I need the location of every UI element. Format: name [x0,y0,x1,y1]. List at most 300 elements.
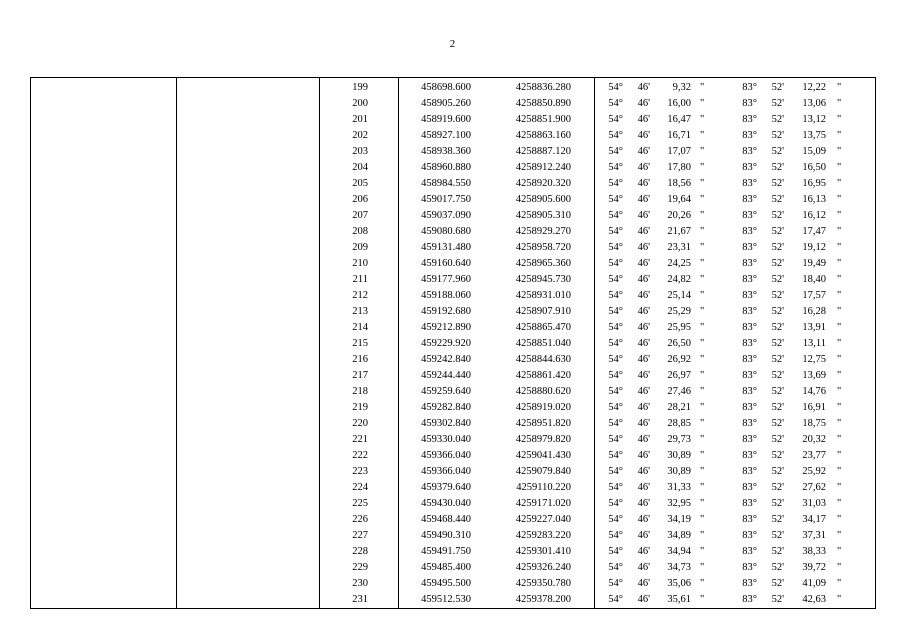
latitude-seconds-mark: " [700,274,705,285]
longitude-seconds-mark: " [837,402,842,413]
longitude-seconds: 18,40 [802,274,826,285]
longitude-seconds-mark: " [837,194,842,205]
latitude-minutes: 46' [637,466,650,477]
table-row [31,176,875,192]
point-number: 219 [352,402,368,413]
y-coordinate: 4258931.010 [515,290,571,301]
longitude-seconds-mark: " [837,338,842,349]
y-coordinate: 4258880.620 [515,386,571,397]
latitude-minutes: 46' [637,210,650,221]
latitude-seconds: 26,92 [667,354,691,365]
x-coordinate: 459495.500 [421,578,471,589]
table-row [31,304,875,320]
longitude-seconds-mark: " [837,450,842,461]
longitude-degrees: 83° [742,242,757,253]
latitude-degrees: 54° [608,162,623,173]
longitude-degrees: 83° [742,386,757,397]
latitude-degrees: 54° [608,370,623,381]
longitude-seconds: 38,33 [802,546,826,557]
latitude-seconds: 30,89 [667,466,691,477]
latitude-seconds: 35,06 [667,578,691,589]
longitude-minutes: 52' [771,242,784,253]
latitude-minutes: 46' [637,386,650,397]
longitude-seconds-mark: " [837,226,842,237]
longitude-seconds: 19,49 [802,258,826,269]
latitude-degrees: 54° [608,210,623,221]
point-number: 223 [352,466,368,477]
longitude-minutes: 52' [771,114,784,125]
longitude-degrees: 83° [742,322,757,333]
latitude-seconds: 24,82 [667,274,691,285]
latitude-seconds-mark: " [700,466,705,477]
latitude-seconds: 32,95 [667,498,691,509]
y-coordinate: 4258844.630 [515,354,571,365]
latitude-seconds-mark: " [700,114,705,125]
table-row [31,80,875,96]
longitude-minutes: 52' [771,450,784,461]
longitude-degrees: 83° [742,226,757,237]
table-row [31,448,875,464]
latitude-seconds-mark: " [700,594,705,605]
point-number: 229 [352,562,368,573]
latitude-seconds: 27,46 [667,386,691,397]
longitude-degrees: 83° [742,178,757,189]
latitude-degrees: 54° [608,498,623,509]
latitude-degrees: 54° [608,594,623,605]
y-coordinate: 4258850.890 [515,98,571,109]
latitude-minutes: 46' [637,530,650,541]
table-row [31,256,875,272]
latitude-seconds: 19,64 [667,194,691,205]
y-coordinate: 4258951.820 [515,418,571,429]
latitude-seconds-mark: " [700,482,705,493]
latitude-minutes: 46' [637,306,650,317]
longitude-minutes: 52' [771,274,784,285]
latitude-minutes: 46' [637,402,650,413]
longitude-minutes: 52' [771,146,784,157]
y-coordinate: 4258851.900 [515,114,571,125]
latitude-seconds: 16,47 [667,114,691,125]
y-coordinate: 4258979.820 [515,434,571,445]
longitude-degrees: 83° [742,114,757,125]
latitude-minutes: 46' [637,322,650,333]
point-number: 221 [352,434,368,445]
longitude-seconds-mark: " [837,178,842,189]
point-number: 203 [352,146,368,157]
latitude-seconds: 26,50 [667,338,691,349]
longitude-seconds: 13,75 [802,130,826,141]
longitude-degrees: 83° [742,130,757,141]
longitude-minutes: 52' [771,322,784,333]
point-number: 220 [352,418,368,429]
longitude-seconds-mark: " [837,210,842,221]
longitude-degrees: 83° [742,194,757,205]
longitude-seconds: 13,69 [802,370,826,381]
y-coordinate: 4259350.780 [515,578,571,589]
latitude-minutes: 46' [637,578,650,589]
latitude-seconds-mark: " [700,322,705,333]
x-coordinate: 459512.530 [421,594,471,605]
latitude-degrees: 54° [608,242,623,253]
longitude-degrees: 83° [742,482,757,493]
latitude-seconds: 34,73 [667,562,691,573]
latitude-seconds-mark: " [700,338,705,349]
x-coordinate: 459080.680 [421,226,471,237]
longitude-degrees: 83° [742,290,757,301]
longitude-seconds-mark: " [837,98,842,109]
longitude-seconds-mark: " [837,370,842,381]
longitude-seconds: 19,12 [802,242,826,253]
y-coordinate: 4259227.040 [515,514,571,525]
point-number: 199 [352,82,368,93]
longitude-degrees: 83° [742,578,757,589]
y-coordinate: 4258905.600 [515,194,571,205]
longitude-seconds: 41,09 [802,578,826,589]
latitude-minutes: 46' [637,450,650,461]
longitude-degrees: 83° [742,546,757,557]
table-row [31,128,875,144]
latitude-minutes: 46' [637,514,650,525]
point-number: 208 [352,226,368,237]
table-row [31,496,875,512]
longitude-minutes: 52' [771,370,784,381]
latitude-degrees: 54° [608,226,623,237]
longitude-seconds: 16,12 [802,210,826,221]
longitude-seconds-mark: " [837,418,842,429]
x-coordinate: 459379.640 [421,482,471,493]
longitude-seconds-mark: " [837,82,842,93]
latitude-minutes: 46' [637,290,650,301]
x-coordinate: 459177.960 [421,274,471,285]
latitude-minutes: 46' [637,338,650,349]
point-number: 209 [352,242,368,253]
x-coordinate: 458938.360 [421,146,471,157]
longitude-seconds-mark: " [837,258,842,269]
latitude-degrees: 54° [608,562,623,573]
latitude-seconds-mark: " [700,306,705,317]
longitude-minutes: 52' [771,466,784,477]
table-row [31,192,875,208]
latitude-seconds: 17,07 [667,146,691,157]
latitude-minutes: 46' [637,114,650,125]
latitude-seconds: 31,33 [667,482,691,493]
longitude-minutes: 52' [771,178,784,189]
latitude-seconds: 34,89 [667,530,691,541]
longitude-seconds: 25,92 [802,466,826,477]
longitude-minutes: 52' [771,514,784,525]
latitude-minutes: 46' [637,82,650,93]
longitude-minutes: 52' [771,530,784,541]
latitude-degrees: 54° [608,290,623,301]
longitude-minutes: 52' [771,162,784,173]
longitude-seconds-mark: " [837,162,842,173]
latitude-seconds: 17,80 [667,162,691,173]
x-coordinate: 459302.840 [421,418,471,429]
point-number: 227 [352,530,368,541]
longitude-seconds-mark: " [837,306,842,317]
latitude-seconds: 35,61 [667,594,691,605]
point-number: 204 [352,162,368,173]
longitude-degrees: 83° [742,258,757,269]
latitude-seconds: 34,19 [667,514,691,525]
table-row [31,336,875,352]
x-coordinate: 458698.600 [421,82,471,93]
longitude-seconds-mark: " [837,290,842,301]
latitude-seconds-mark: " [700,290,705,301]
y-coordinate: 4258836.280 [515,82,571,93]
longitude-seconds-mark: " [837,498,842,509]
latitude-seconds: 28,21 [667,402,691,413]
longitude-minutes: 52' [771,210,784,221]
x-coordinate: 459244.440 [421,370,471,381]
table-row [31,160,875,176]
longitude-minutes: 52' [771,82,784,93]
latitude-minutes: 46' [637,258,650,269]
latitude-seconds: 18,56 [667,178,691,189]
latitude-degrees: 54° [608,338,623,349]
x-coordinate: 459259.640 [421,386,471,397]
table-row [31,512,875,528]
longitude-degrees: 83° [742,306,757,317]
longitude-seconds: 31,03 [802,498,826,509]
longitude-seconds: 16,91 [802,402,826,413]
longitude-seconds-mark: " [837,386,842,397]
point-number: 202 [352,130,368,141]
point-number: 210 [352,258,368,269]
latitude-minutes: 46' [637,370,650,381]
y-coordinate: 4258945.730 [515,274,571,285]
latitude-minutes: 46' [637,482,650,493]
longitude-seconds-mark: " [837,578,842,589]
latitude-seconds: 16,71 [667,130,691,141]
point-number: 224 [352,482,368,493]
longitude-degrees: 83° [742,402,757,413]
table-row [31,112,875,128]
latitude-seconds: 23,31 [667,242,691,253]
point-number: 213 [352,306,368,317]
latitude-degrees: 54° [608,98,623,109]
table-row [31,320,875,336]
table-row [31,416,875,432]
longitude-seconds: 13,06 [802,98,826,109]
y-coordinate: 4258929.270 [515,226,571,237]
longitude-seconds: 12,75 [802,354,826,365]
point-number: 200 [352,98,368,109]
x-coordinate: 459229.920 [421,338,471,349]
point-number: 222 [352,450,368,461]
latitude-seconds-mark: " [700,194,705,205]
latitude-seconds-mark: " [700,98,705,109]
longitude-minutes: 52' [771,354,784,365]
table-row [31,464,875,480]
latitude-degrees: 54° [608,466,623,477]
longitude-degrees: 83° [742,514,757,525]
longitude-minutes: 52' [771,578,784,589]
x-coordinate: 459366.040 [421,450,471,461]
y-coordinate: 4258865.470 [515,322,571,333]
latitude-seconds-mark: " [700,226,705,237]
point-number: 228 [352,546,368,557]
latitude-minutes: 46' [637,242,650,253]
x-coordinate: 459491.750 [421,546,471,557]
latitude-seconds: 30,89 [667,450,691,461]
y-coordinate: 4258907.910 [515,306,571,317]
longitude-minutes: 52' [771,258,784,269]
table-row [31,224,875,240]
longitude-seconds-mark: " [837,530,842,541]
latitude-seconds-mark: " [700,450,705,461]
latitude-minutes: 46' [637,546,650,557]
longitude-seconds: 34,17 [802,514,826,525]
latitude-seconds: 25,14 [667,290,691,301]
latitude-minutes: 46' [637,98,650,109]
longitude-seconds-mark: " [837,482,842,493]
latitude-seconds-mark: " [700,514,705,525]
latitude-seconds-mark: " [700,146,705,157]
latitude-degrees: 54° [608,306,623,317]
x-coordinate: 459282.840 [421,402,471,413]
longitude-seconds-mark: " [837,562,842,573]
latitude-minutes: 46' [637,274,650,285]
point-number: 205 [352,178,368,189]
longitude-seconds: 16,50 [802,162,826,173]
point-number: 216 [352,354,368,365]
point-number: 212 [352,290,368,301]
x-coordinate: 459485.400 [421,562,471,573]
longitude-seconds-mark: " [837,114,842,125]
latitude-degrees: 54° [608,450,623,461]
x-coordinate: 459490.310 [421,530,471,541]
longitude-seconds-mark: " [837,146,842,157]
longitude-seconds: 23,77 [802,450,826,461]
latitude-seconds-mark: " [700,258,705,269]
latitude-minutes: 46' [637,498,650,509]
page-number: 2 [449,38,456,50]
latitude-minutes: 46' [637,354,650,365]
longitude-degrees: 83° [742,338,757,349]
latitude-seconds-mark: " [700,82,705,93]
longitude-degrees: 83° [742,146,757,157]
longitude-minutes: 52' [771,562,784,573]
latitude-degrees: 54° [608,114,623,125]
latitude-seconds-mark: " [700,530,705,541]
point-number: 225 [352,498,368,509]
latitude-degrees: 54° [608,178,623,189]
y-coordinate: 4258861.420 [515,370,571,381]
longitude-minutes: 52' [771,402,784,413]
longitude-seconds: 17,57 [802,290,826,301]
x-coordinate: 459192.680 [421,306,471,317]
latitude-degrees: 54° [608,482,623,493]
table-row [31,400,875,416]
longitude-seconds: 13,91 [802,322,826,333]
longitude-degrees: 83° [742,418,757,429]
table-row [31,560,875,576]
latitude-seconds-mark: " [700,434,705,445]
longitude-minutes: 52' [771,290,784,301]
longitude-degrees: 83° [742,562,757,573]
longitude-degrees: 83° [742,354,757,365]
longitude-minutes: 52' [771,386,784,397]
longitude-degrees: 83° [742,210,757,221]
point-number: 218 [352,386,368,397]
latitude-seconds-mark: " [700,130,705,141]
longitude-minutes: 52' [771,226,784,237]
latitude-degrees: 54° [608,146,623,157]
longitude-seconds: 42,63 [802,594,826,605]
table-row [31,240,875,256]
longitude-degrees: 83° [742,594,757,605]
latitude-minutes: 46' [637,562,650,573]
latitude-degrees: 54° [608,322,623,333]
longitude-seconds: 13,12 [802,114,826,125]
latitude-minutes: 46' [637,162,650,173]
latitude-seconds-mark: " [700,562,705,573]
longitude-degrees: 83° [742,162,757,173]
latitude-seconds: 28,85 [667,418,691,429]
latitude-seconds: 34,94 [667,546,691,557]
longitude-seconds-mark: " [837,546,842,557]
y-coordinate: 4258919.020 [515,402,571,413]
y-coordinate: 4258965.360 [515,258,571,269]
longitude-seconds-mark: " [837,514,842,525]
longitude-degrees: 83° [742,370,757,381]
latitude-degrees: 54° [608,530,623,541]
longitude-seconds-mark: " [837,594,842,605]
latitude-degrees: 54° [608,274,623,285]
latitude-degrees: 54° [608,546,623,557]
longitude-minutes: 52' [771,194,784,205]
y-coordinate: 4259283.220 [515,530,571,541]
table-row [31,144,875,160]
x-coordinate: 459242.840 [421,354,471,365]
x-coordinate: 458905.260 [421,98,471,109]
y-coordinate: 4258863.160 [515,130,571,141]
table-row [31,576,875,592]
y-coordinate: 4259378.200 [515,594,571,605]
longitude-seconds: 16,28 [802,306,826,317]
longitude-seconds-mark: " [837,322,842,333]
latitude-degrees: 54° [608,194,623,205]
x-coordinate: 458960.880 [421,162,471,173]
latitude-degrees: 54° [608,402,623,413]
latitude-degrees: 54° [608,386,623,397]
longitude-seconds: 15,09 [802,146,826,157]
latitude-minutes: 46' [637,434,650,445]
longitude-minutes: 52' [771,130,784,141]
y-coordinate: 4259079.840 [515,466,571,477]
point-number: 211 [352,274,368,285]
longitude-minutes: 52' [771,482,784,493]
x-coordinate: 459160.640 [421,258,471,269]
longitude-seconds: 14,76 [802,386,826,397]
longitude-degrees: 83° [742,82,757,93]
latitude-seconds: 24,25 [667,258,691,269]
x-coordinate: 459017.750 [421,194,471,205]
x-coordinate: 459366.040 [421,466,471,477]
latitude-seconds: 26,97 [667,370,691,381]
longitude-seconds-mark: " [837,354,842,365]
table-row [31,272,875,288]
latitude-minutes: 46' [637,178,650,189]
latitude-seconds-mark: " [700,210,705,221]
longitude-seconds: 16,13 [802,194,826,205]
x-coordinate: 458927.100 [421,130,471,141]
y-coordinate: 4258912.240 [515,162,571,173]
table-row [31,352,875,368]
y-coordinate: 4259110.220 [516,482,571,493]
longitude-minutes: 52' [771,338,784,349]
